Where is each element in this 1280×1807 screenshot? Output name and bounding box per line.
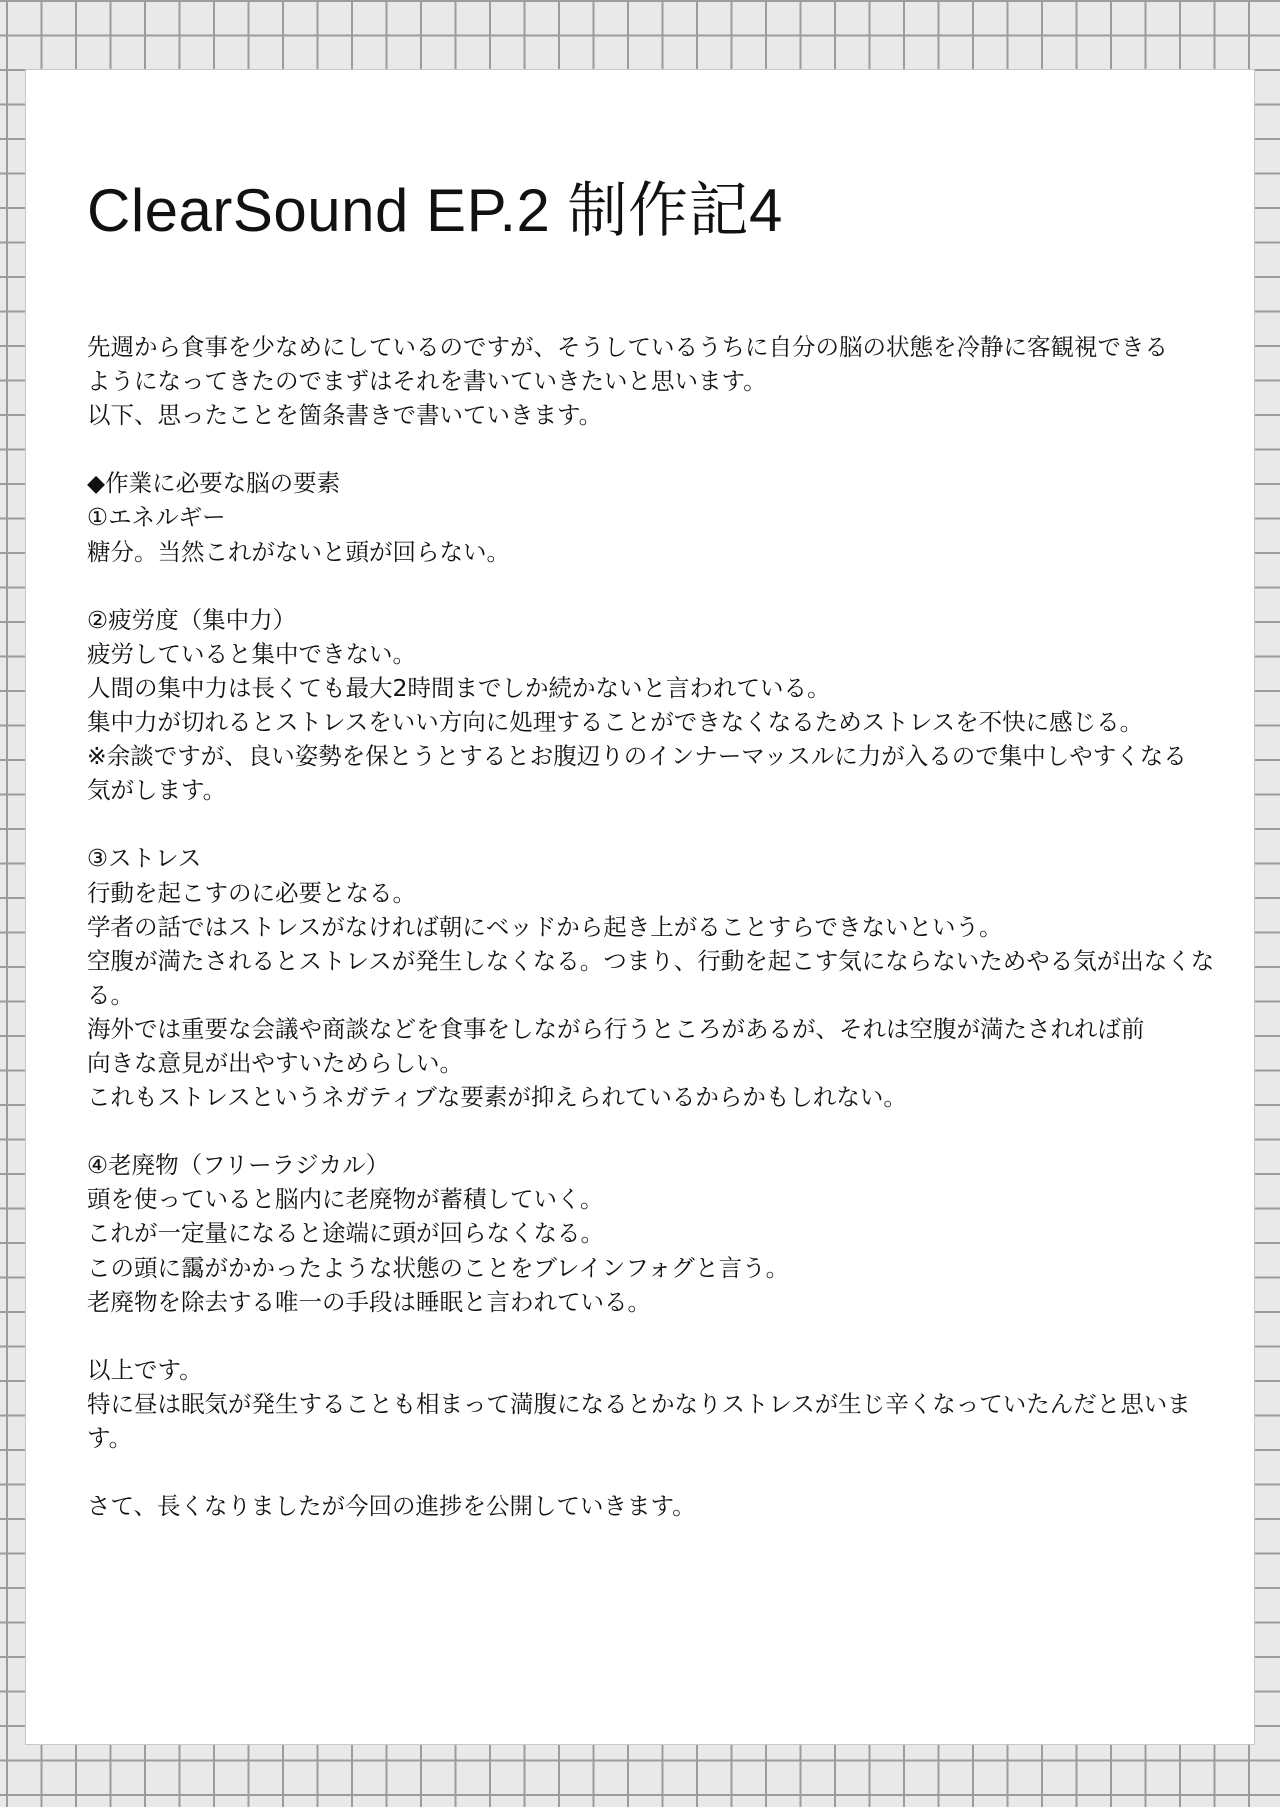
body-line: 空腹が満たされるとストレスが発生しなくなる。つまり、行動を起こす気にならないためやる気が出なくな bbox=[87, 946, 1215, 975]
item-heading-waste: ④老廃物（フリーラジカル） bbox=[87, 1151, 390, 1180]
body-line: 特に昼は眠気が発生することも相まって満腹になるとかなりストレスが生じ辛くなっていたんだと思いま bbox=[87, 1389, 1191, 1418]
body-line: 疲労していると集中できない。 bbox=[87, 639, 416, 668]
body-line: 海外では重要な会議や商談などを食事をしながら行うところがあるが、それは空腹が満たされれば前 bbox=[87, 1014, 1145, 1043]
body-line: 学者の話ではストレスがなければ朝にベッドから起き上がることすらできないという。 bbox=[87, 912, 1003, 941]
body-line: る。 bbox=[87, 980, 134, 1009]
blank-line bbox=[87, 569, 1237, 603]
body-line: この頭に靄がかかったような状態のことをブレインフォグと言う。 bbox=[87, 1253, 790, 1282]
blank-line bbox=[87, 1455, 1237, 1489]
body-line: 行動を起こすのに必要となる。 bbox=[87, 878, 416, 907]
body-line: ※余談ですが、良い姿勢を保とうとするとお腹辺りのインナーマッスルに力が入るので集中しやすくなる bbox=[87, 742, 1187, 771]
page-title: ClearSound EP.2 制作記4 bbox=[87, 177, 783, 244]
body-line: す。 bbox=[87, 1424, 133, 1452]
document-page bbox=[25, 69, 1255, 1745]
section-heading: ◆作業に必要な脳の要素 bbox=[87, 469, 341, 498]
body-line: これが一定量になると途端に頭が回らなくなる。 bbox=[87, 1219, 604, 1248]
body-line: さて、長くなりましたが今回の進捗を公開していきます。 bbox=[87, 1492, 696, 1521]
body-line: 以上です。 bbox=[87, 1355, 203, 1384]
body-line: 老廃物を除去する唯一の手段は睡眠と言われている。 bbox=[87, 1287, 651, 1316]
blank-line bbox=[87, 1319, 1237, 1353]
body-line: 先週から食事を少なめにしているのですが、そうしているうちに自分の脳の状態を冷静に客観視できる bbox=[87, 333, 1168, 361]
item-heading-stress: ③ストレス bbox=[87, 844, 202, 873]
item-heading-energy: ①エネルギー bbox=[87, 503, 226, 532]
item-heading-fatigue: ②疲労度（集中力） bbox=[87, 605, 297, 634]
body-line: 向きな意見が出やすいためらしい。 bbox=[87, 1048, 463, 1077]
body-line: ようになってきたのでまずはそれを書いていきたいと思います。 bbox=[87, 367, 767, 396]
blank-line bbox=[87, 432, 1237, 466]
body-line: 気がします。 bbox=[87, 776, 227, 805]
body-line: これもストレスというネガティブな要素が抑えられているからかもしれない。 bbox=[87, 1083, 907, 1112]
blank-line bbox=[87, 807, 1237, 841]
body-line: 糖分。当然これがないと頭が回らない。 bbox=[87, 537, 510, 566]
body-line: 集中力が切れるとストレスをいい方向に処理することができなくなるためストレスを不快に感じる。 bbox=[87, 708, 1144, 737]
blank-line bbox=[87, 1114, 1237, 1148]
body-line: 以下、思ったことを箇条書きで書いていきます。 bbox=[87, 401, 603, 430]
body-line: 人間の集中力は長くても最大2時間までしか続かないと言われている。 bbox=[87, 673, 831, 702]
body-line: 頭を使っていると脳内に老廃物が蓄積していく。 bbox=[87, 1185, 604, 1214]
document-body bbox=[87, 330, 1237, 1523]
